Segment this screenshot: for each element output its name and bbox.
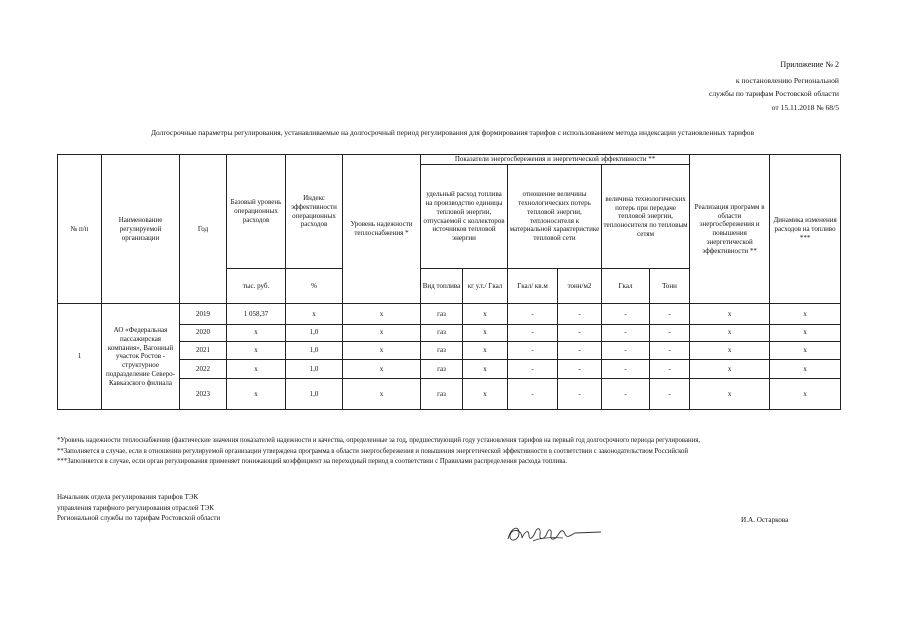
cell-year: 2020 bbox=[180, 324, 227, 341]
cell-fuel: х bbox=[463, 360, 508, 379]
signatory-line-1: Начальник отдела регулирования тарифов ТЭК bbox=[57, 493, 199, 501]
cell-fuel: х bbox=[463, 341, 508, 360]
cell-dyn: х bbox=[770, 378, 841, 409]
cell-r1: - bbox=[508, 341, 558, 360]
cell-fuel: х bbox=[463, 304, 508, 325]
cell-reliab: х bbox=[343, 360, 421, 379]
document-title: Долгосрочные параметры регулирования, устанавливаемые на долгосрочный период регулирования для формирования тарифов с использованием метода индексации установленных тарифов bbox=[151, 128, 754, 137]
col-header-loss-value: величина технологических потерь при передаче тепловой энергии, теплоносителя по тепловым сетям bbox=[602, 165, 690, 269]
cell-fuel-type: газ bbox=[421, 360, 463, 379]
col-header-reliability: Уровень надежности теплоснабжения * bbox=[343, 155, 421, 304]
cell-base: х bbox=[227, 360, 286, 379]
cell-reliab: х bbox=[343, 378, 421, 409]
unit-ratio-gcal: Гкал/ кв.м bbox=[508, 269, 558, 304]
footnote-2: **Заполняется в случае, если в отношении регулируемой организации утверждена программа в области энергосбережения и повышения энергетической эффективности в соответствии с законодательством Российской bbox=[57, 447, 689, 455]
col-header-program: Реализация программ в области энергосбережения и повышения энергетической эффективности ** bbox=[690, 155, 770, 304]
cell-reliab: х bbox=[343, 304, 421, 325]
cell-fuel-type: газ bbox=[421, 341, 463, 360]
cell-base: х bbox=[227, 324, 286, 341]
cell-r2: - bbox=[558, 304, 602, 325]
col-header-no: № п/п bbox=[58, 155, 102, 304]
cell-fuel: х bbox=[463, 324, 508, 341]
cell-base: 1 058,37 bbox=[227, 304, 286, 325]
cell-r2: - bbox=[558, 360, 602, 379]
cell-year: 2023 bbox=[180, 378, 227, 409]
cell-prog: х bbox=[690, 378, 770, 409]
cell-year: 2019 bbox=[180, 304, 227, 325]
cell-dyn: х bbox=[770, 324, 841, 341]
cell-r2: - bbox=[558, 324, 602, 341]
cell-l2: - bbox=[650, 378, 690, 409]
appendix-line3: службы по тарифам Ростовской области bbox=[708, 89, 839, 98]
col-header-dynamics: Динамика изменения расходов на топливо *** bbox=[770, 155, 841, 304]
table-header-row-1 bbox=[58, 155, 841, 165]
cell-index: х bbox=[286, 304, 343, 325]
cell-reliab: х bbox=[343, 324, 421, 341]
group-header-energy: Показатели энергосбережения и энергетической эффективности ** bbox=[421, 155, 690, 165]
unit-fuel: кг у.т./ Гкал bbox=[463, 269, 508, 304]
cell-dyn: х bbox=[770, 360, 841, 379]
cell-year: 2021 bbox=[180, 341, 227, 360]
cell-base: х bbox=[227, 341, 286, 360]
cell-l2: - bbox=[650, 341, 690, 360]
cell-prog: х bbox=[690, 304, 770, 325]
cell-r1: - bbox=[508, 304, 558, 325]
signatory-line-2: управления тарифного регулирования отраслей ТЭК bbox=[57, 503, 214, 512]
signatory-block bbox=[57, 492, 220, 524]
organization-name: АО «Федеральная пассажирская компания», Вагонный участок Ростов - структурное подразделение Северо-Кавказского филиала bbox=[102, 304, 180, 410]
row-number: 1 bbox=[58, 304, 102, 410]
cell-l2: - bbox=[650, 360, 690, 379]
cell-index: 1,0 bbox=[286, 378, 343, 409]
cell-fuel: х bbox=[463, 378, 508, 409]
cell-prog: х bbox=[690, 324, 770, 341]
cell-l1: - bbox=[602, 324, 650, 341]
cell-index: 1,0 bbox=[286, 341, 343, 360]
appendix-number: Приложение № 2 bbox=[780, 60, 839, 69]
unit-fuel-type: Вид топлива bbox=[421, 269, 463, 304]
cell-year: 2022 bbox=[180, 360, 227, 379]
footnotes bbox=[57, 436, 857, 468]
col-header-org: Наименование регулируемой организации bbox=[102, 155, 180, 304]
unit-loss-gcal: Гкал bbox=[602, 269, 650, 304]
cell-l1: - bbox=[602, 341, 650, 360]
cell-reliab: х bbox=[343, 341, 421, 360]
unit-index: % bbox=[286, 269, 343, 304]
col-header-year: Год bbox=[180, 155, 227, 304]
cell-fuel-type: газ bbox=[421, 378, 463, 409]
unit-base: тыс. руб. bbox=[227, 269, 286, 304]
table-body bbox=[58, 304, 841, 410]
cell-fuel-type: газ bbox=[421, 324, 463, 341]
signer-name: И.А. Остаркова bbox=[741, 516, 789, 524]
unit-loss-tonn: Тонн bbox=[650, 269, 690, 304]
cell-l2: - bbox=[650, 304, 690, 325]
footnote-1: *Уровень надежности теплоснабжения (фактические значения показателей надежности и качества, определенные за год, предшествующий году установления тарифов на первый год долгосрочного периода регулирования, bbox=[57, 437, 701, 444]
col-header-fuel-rate: удельный расход топлива на производство единицы тепловой энергии, отпускаемой с коллекторов источников тепловой энергии bbox=[421, 165, 508, 269]
appendix-line2: к постановлению Региональной bbox=[735, 76, 839, 85]
cell-index: 1,0 bbox=[286, 324, 343, 341]
parameters-table bbox=[57, 154, 841, 410]
col-header-base: Базовый уровень операционных расходов bbox=[227, 155, 286, 269]
cell-r1: - bbox=[508, 360, 558, 379]
cell-l2: - bbox=[650, 324, 690, 341]
cell-l1: - bbox=[602, 360, 650, 379]
cell-l1: - bbox=[602, 304, 650, 325]
cell-dyn: х bbox=[770, 304, 841, 325]
cell-r2: - bbox=[558, 341, 602, 360]
handwritten-signature bbox=[505, 519, 605, 554]
cell-base: х bbox=[227, 378, 286, 409]
cell-dyn: х bbox=[770, 341, 841, 360]
cell-prog: х bbox=[690, 360, 770, 379]
cell-r2: - bbox=[558, 378, 602, 409]
signatory-line-3: Региональной службы по тарифам Ростовской области bbox=[57, 514, 221, 522]
cell-r1: - bbox=[508, 324, 558, 341]
appendix-date: от 15.11.2018 № 68/5 bbox=[771, 103, 839, 112]
cell-prog: х bbox=[690, 341, 770, 360]
table-row bbox=[58, 304, 841, 325]
col-header-index: Индекс эффективности операционных расходов bbox=[286, 155, 343, 269]
cell-l1: - bbox=[602, 378, 650, 409]
unit-ratio-tonn: тонн/м2 bbox=[558, 269, 602, 304]
cell-fuel-type: газ bbox=[421, 304, 463, 325]
cell-r1: - bbox=[508, 378, 558, 409]
col-header-loss-ratio: отношение величины технологических потерь тепловой энергии, теплоносителя к материальной характеристике тепловой сети bbox=[508, 165, 602, 269]
footnote-3: ***Заполняется в случае, если орган регулирования применяет понижающий коэффициент на переходный период в соответствии с Правилами распределения расхода топлива. bbox=[57, 458, 568, 466]
cell-index: 1,0 bbox=[286, 360, 343, 379]
